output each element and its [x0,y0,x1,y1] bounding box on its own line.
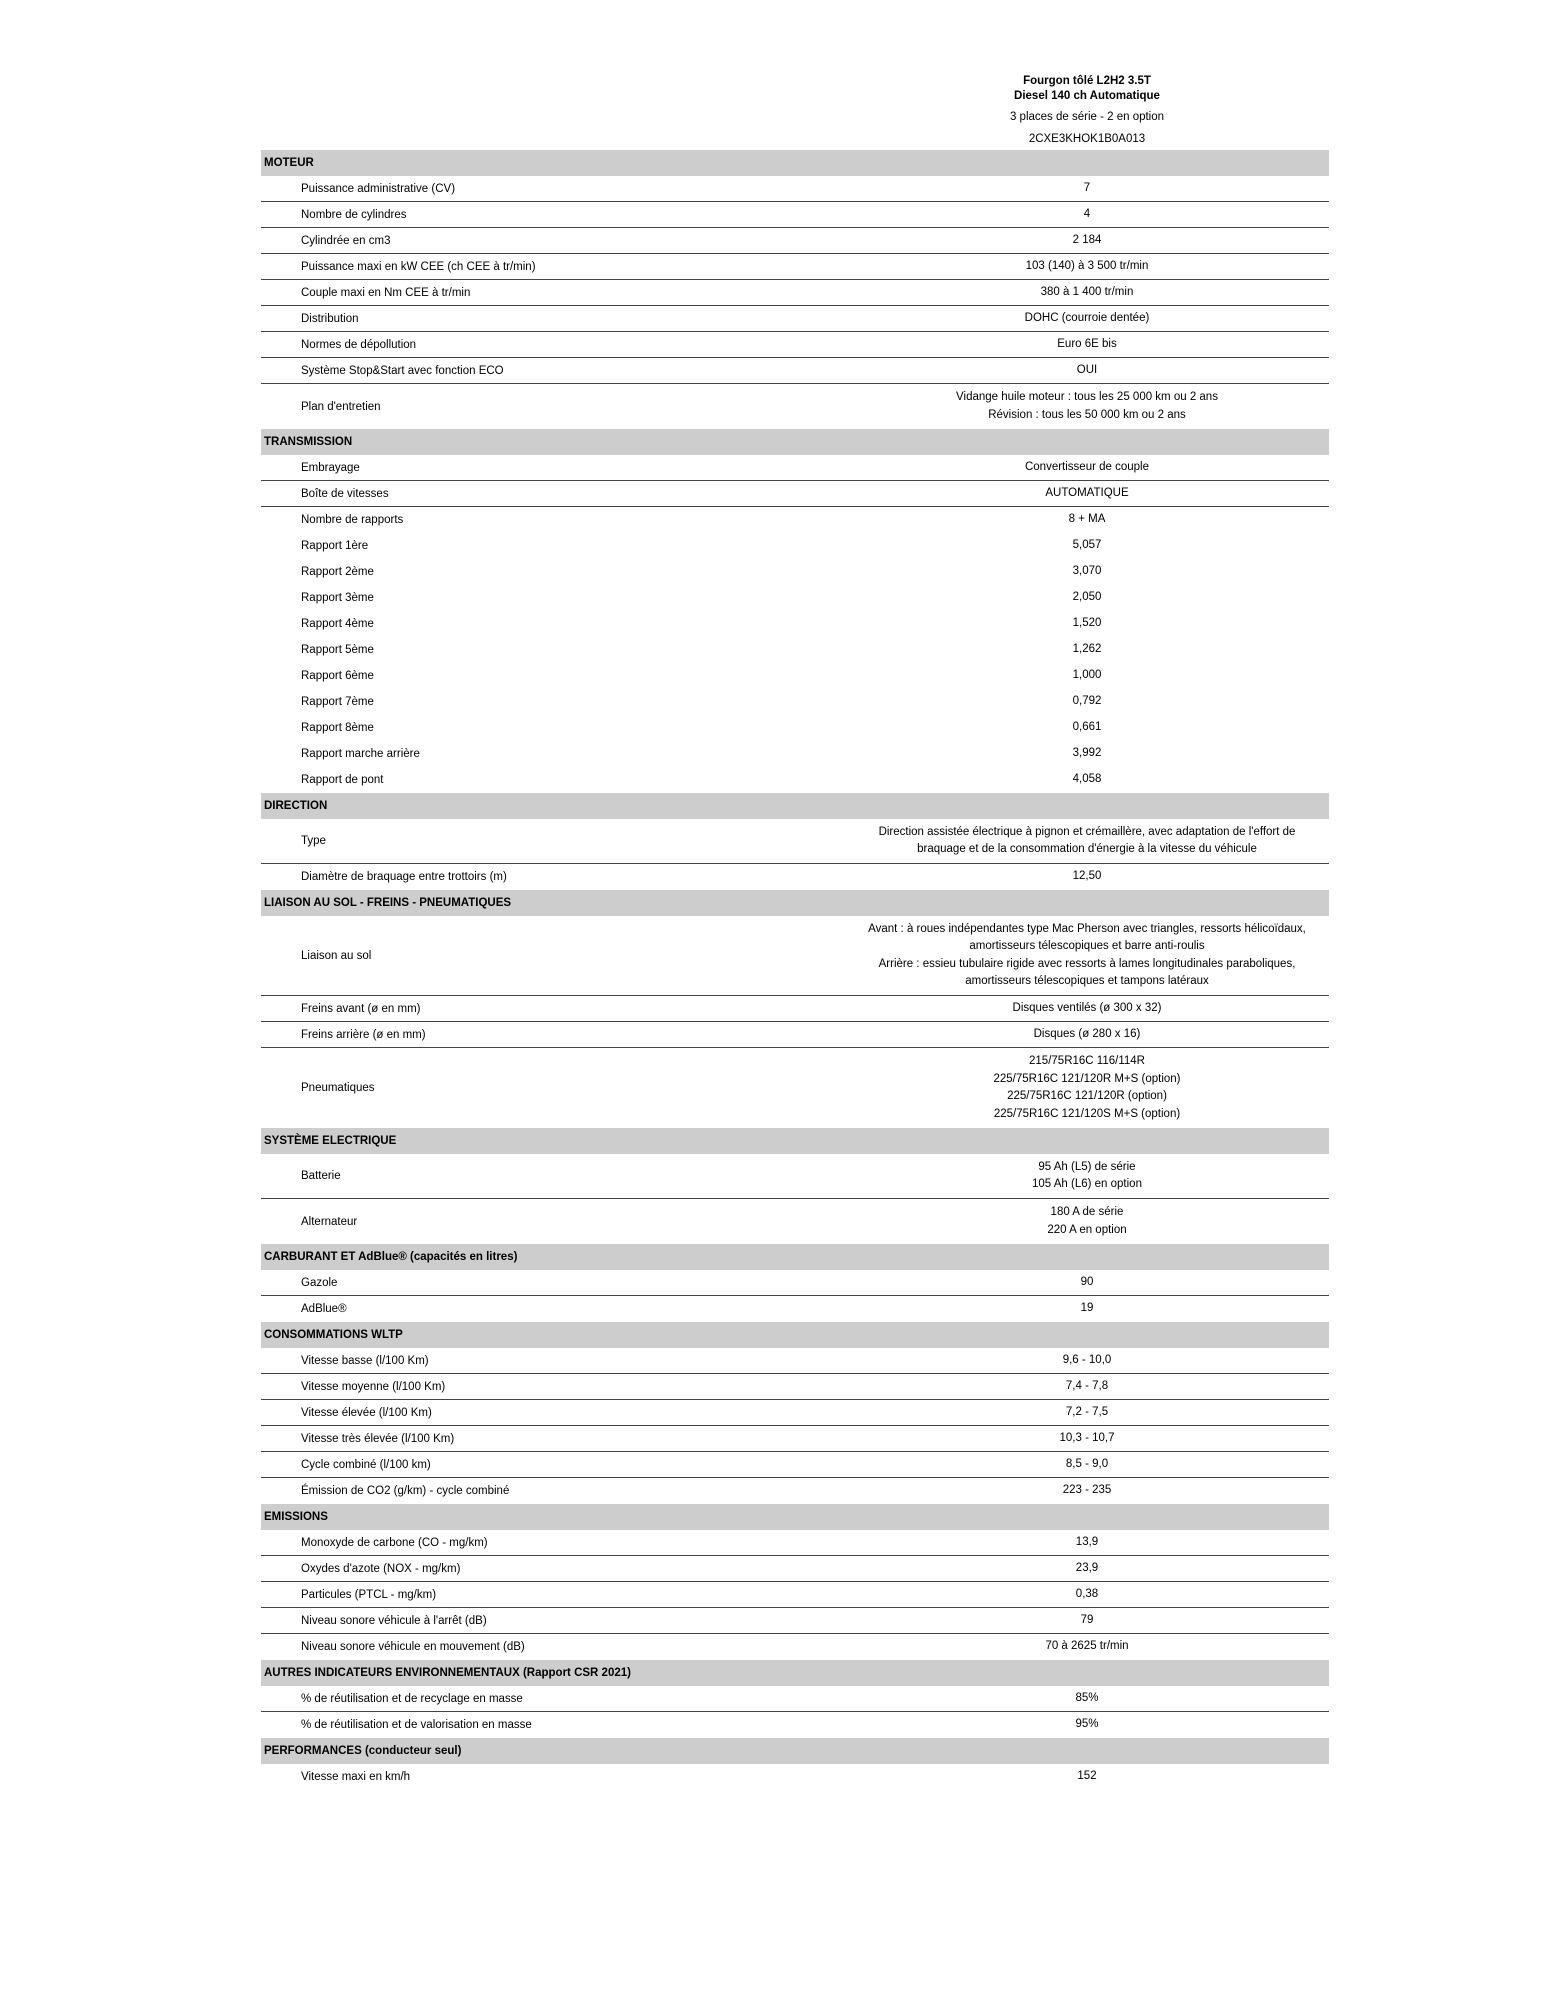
spec-label: Rapport 2ème [301,566,374,578]
spec-value: 7,2 - 7,5 [1065,1405,1109,1418]
spec-value: 95 Ah (L5) de série 105 Ah (L6) en option [1032,1160,1142,1190]
section-title: PERFORMANCES (conducteur seul) [264,1745,462,1757]
spec-value: 23,9 [1075,1561,1099,1574]
spec-label: % de réutilisation et de valorisation en masse [301,1719,532,1731]
spec-label: % de réutilisation et de recyclage en masse [301,1692,523,1705]
spec-row [261,1348,1329,1374]
spec-label: Nombre de cylindres [301,208,407,221]
spec-label: Alternateur [301,1215,358,1228]
spec-row [261,715,1329,741]
section-header [261,150,1329,176]
spec-row [261,1634,1329,1660]
spec-value: 4 [1083,207,1091,220]
section-value-cell [845,793,1329,819]
spec-label: Plan d'entretien [301,400,381,413]
spec-value: 13,9 [1075,1535,1099,1548]
spec-row [261,741,1329,767]
spec-row [261,1154,1329,1199]
section-value-cell [845,1322,1329,1348]
spec-row [261,585,1329,611]
spec-row [261,637,1329,663]
spec-value: 223 - 235 [1062,1484,1112,1497]
section-header [261,1504,1329,1530]
spec-value: Avant : à roues indépendantes type Mac Pherson avec triangles, ressorts hélicoïdaux, amortisseurs télescopiques et barre anti-roulis Arrière : essieu tubulaire rigide avec ressorts à lames longitudinales paraboliques, amortisseurs télescopiques et tampons latéraux [868,922,1306,987]
spec-row [261,1764,1329,1790]
spec-label: Boîte de vitesses [301,487,389,500]
section-title: CARBURANT ET AdBlue® (capacités en litres) [264,1251,518,1263]
section-value-cell [845,1738,1329,1764]
spec-label: Vitesse basse (l/100 Km) [301,1354,429,1367]
spec-row [261,228,1329,254]
section-title: TRANSMISSION [264,436,353,448]
spec-label: Monoxyde de carbone (CO - mg/km) [301,1536,488,1549]
engine-title: Diesel 140 ch Automatique [1014,90,1160,102]
spec-label: Cylindrée en cm3 [301,234,391,247]
spec-value: 85% [1075,1691,1099,1704]
section-header [261,1738,1329,1764]
spec-label: Rapport marche arrière [301,748,420,760]
spec-label: Cycle combiné (l/100 km) [301,1458,431,1471]
spec-label: Diamètre de braquage entre trottoirs (m) [301,871,507,883]
spec-value: 19 [1080,1302,1094,1315]
spec-value: 103 (140) à 3 500 tr/min [1025,259,1149,272]
section-title: AUTRES INDICATEURS ENVIRONNEMENTAUX (Rapport CSR 2021) [264,1667,631,1679]
spec-label: Distribution [301,312,359,325]
section-value-cell [845,1660,1329,1686]
spec-label: Rapport 6ème [301,670,374,682]
spec-value: Disques (ø 280 x 16) [1033,1027,1141,1040]
spec-value: 90 [1080,1275,1094,1288]
spec-value: Disques ventilés (ø 300 x 32) [1012,1001,1162,1014]
spec-row [261,306,1329,332]
spec-row [261,507,1329,533]
spec-label: Couple maxi en Nm CEE à tr/min [301,286,471,299]
spec-label: Émission de CO2 (g/km) - cycle combiné [301,1485,510,1497]
spec-value: Vidange huile moteur : tous les 25 000 km ou 2 ans Révision : tous les 50 000 km ou 2 ans [956,391,1218,421]
spec-row [261,916,1329,996]
spec-label: Rapport de pont [301,774,384,786]
spec-row [261,1530,1329,1556]
spec-row [261,1686,1329,1712]
spec-value: 8,5 - 9,0 [1065,1457,1109,1470]
spec-label: Rapport 7ème [301,696,374,708]
spec-value: Convertisseur de couple [1024,460,1149,473]
model-title: Fourgon tôlé L2H2 3.5T [1023,75,1151,87]
spec-value: 3,070 [1072,565,1102,578]
section-header [261,429,1329,455]
spec-row [261,1199,1329,1244]
spec-row [261,1608,1329,1634]
spec-label: Normes de dépollution [301,338,417,351]
spec-label: Vitesse très élevée (l/100 Km) [301,1432,455,1445]
spec-row [261,1400,1329,1426]
spec-label: Gazole [301,1276,338,1289]
spec-row [261,689,1329,715]
spec-value: 9,6 - 10,0 [1062,1353,1112,1366]
spec-label: Liaison au sol [301,949,372,962]
spec-value: 215/75R16C 116/114R 225/75R16C 121/120R M+S (option) 225/75R16C 121/120R (option) 225/75R16C 121/120S M+S (option) [993,1055,1181,1120]
section-value-cell [845,1504,1329,1530]
section-value-cell [845,1128,1329,1154]
spec-row [261,358,1329,384]
spec-label: Rapport 4ème [301,618,374,630]
spec-value: 2,050 [1072,591,1102,604]
spec-value: 0,661 [1072,721,1102,734]
section-title: LIAISON AU SOL - FREINS - PNEUMATIQUES [264,897,512,909]
spec-row [261,1048,1329,1128]
spec-row [261,1582,1329,1608]
spec-row [261,1478,1329,1504]
spec-label: Rapport 8ème [301,722,374,734]
spec-value: 1,262 [1072,643,1102,656]
section-header [261,1244,1329,1270]
section-header [261,1322,1329,1348]
spec-value: 152 [1077,1770,1097,1783]
spec-value: 380 à 1 400 tr/min [1040,285,1134,298]
spec-label: Rapport 1ère [301,540,369,552]
spec-row [261,533,1329,559]
spec-value: 5,057 [1072,539,1102,552]
spec-label: Freins arrière (ø en mm) [301,1028,426,1041]
spec-row [261,1270,1329,1296]
spec-value: 3,992 [1072,747,1102,760]
spec-row [261,481,1329,507]
spec-label: Freins avant (ø en mm) [301,1002,421,1015]
spec-label: Rapport 5ème [301,644,374,656]
section-title: DIRECTION [264,800,328,812]
spec-value: 79 [1080,1613,1094,1626]
spec-row [261,864,1329,890]
spec-value: 0,792 [1072,695,1102,708]
section-title: EMISSIONS [264,1511,328,1523]
spec-label: Embrayage [301,461,360,474]
spec-value: 1,000 [1072,669,1102,682]
spec-row [261,1556,1329,1582]
section-title: SYSTÈME ELECTRIQUE [264,1135,397,1147]
spec-value: Euro 6E bis [1057,337,1117,350]
spec-label: Rapport 3ème [301,592,374,604]
section-value-cell [845,1244,1329,1270]
spec-label: Vitesse moyenne (l/100 Km) [301,1380,446,1393]
spec-value: 7 [1083,181,1091,194]
spec-row [261,559,1329,585]
spec-row [261,767,1329,793]
spec-sheet [261,72,1329,1790]
spec-label: Type [301,835,326,847]
spec-value: 7,4 - 7,8 [1065,1379,1109,1392]
spec-row [261,202,1329,228]
spec-row [261,1712,1329,1738]
spec-label: Niveau sonore véhicule à l'arrêt (dB) [301,1614,487,1627]
section-title: CONSOMMATIONS WLTP [264,1329,403,1341]
spec-label: Pneumatiques [301,1082,375,1094]
spec-label: Vitesse maxi en km/h [301,1771,411,1783]
spec-header [845,72,1329,150]
section-header [261,1660,1329,1686]
spec-value: 180 A de série 220 A en option [1047,1206,1127,1236]
spec-label: Particules (PTCL - mg/km) [301,1588,437,1601]
spec-row [261,1022,1329,1048]
spec-value: AUTOMATIQUE [1045,486,1129,499]
section-header [261,890,1329,916]
section-header [261,1128,1329,1154]
seats-info: 3 places de série - 2 en option [1009,111,1165,123]
spec-row [261,280,1329,306]
spec-value: 70 à 2625 tr/min [1045,1640,1129,1653]
version-code: 2CXE3KHOK1B0A013 [1028,133,1146,145]
spec-row [261,332,1329,358]
spec-label: AdBlue® [301,1303,347,1315]
spec-row [261,1426,1329,1452]
section-value-cell [845,150,1329,176]
spec-row [261,176,1329,202]
section-title: MOTEUR [264,157,314,169]
section-header [261,793,1329,819]
spec-value: 10,3 - 10,7 [1059,1431,1115,1444]
spec-value: 1,520 [1072,617,1102,630]
spec-value: 12,50 [1072,870,1102,883]
spec-label: Système Stop&Start avec fonction ECO [301,364,504,377]
spec-label: Oxydes d'azote (NOX - mg/km) [301,1562,461,1575]
spec-label: Puissance maxi en kW CEE (ch CEE à tr/min) [301,260,536,273]
spec-row [261,254,1329,280]
spec-row [261,663,1329,689]
spec-label: Batterie [301,1170,341,1182]
spec-value: OUI [1076,363,1098,376]
spec-row [261,1374,1329,1400]
spec-label: Puissance administrative (CV) [301,182,456,195]
spec-row [261,384,1329,429]
spec-row [261,1296,1329,1322]
spec-label: Nombre de rapports [301,514,404,526]
section-value-cell [845,890,1329,916]
spec-value: 0,38 [1075,1587,1099,1600]
spec-row [261,611,1329,637]
spec-value: 4,058 [1072,773,1102,786]
spec-row [261,1452,1329,1478]
spec-row [261,819,1329,864]
section-value-cell [845,429,1329,455]
spec-row [261,455,1329,481]
spec-value: 8 + MA [1068,513,1106,526]
spec-row [261,996,1329,1022]
spec-label: Vitesse élevée (l/100 Km) [301,1406,432,1419]
spec-value: 95% [1075,1718,1099,1731]
spec-value: Direction assistée électrique à pignon et crémaillère, avec adaptation de l'effort de braquage et de la consommation d'énergie à la vitesse du véhicule [878,825,1296,855]
spec-value: 2 184 [1072,233,1102,246]
spec-table [261,150,1329,1790]
spec-label: Niveau sonore véhicule en mouvement (dB) [301,1641,525,1653]
spec-value: DOHC (courroie dentée) [1024,311,1150,324]
